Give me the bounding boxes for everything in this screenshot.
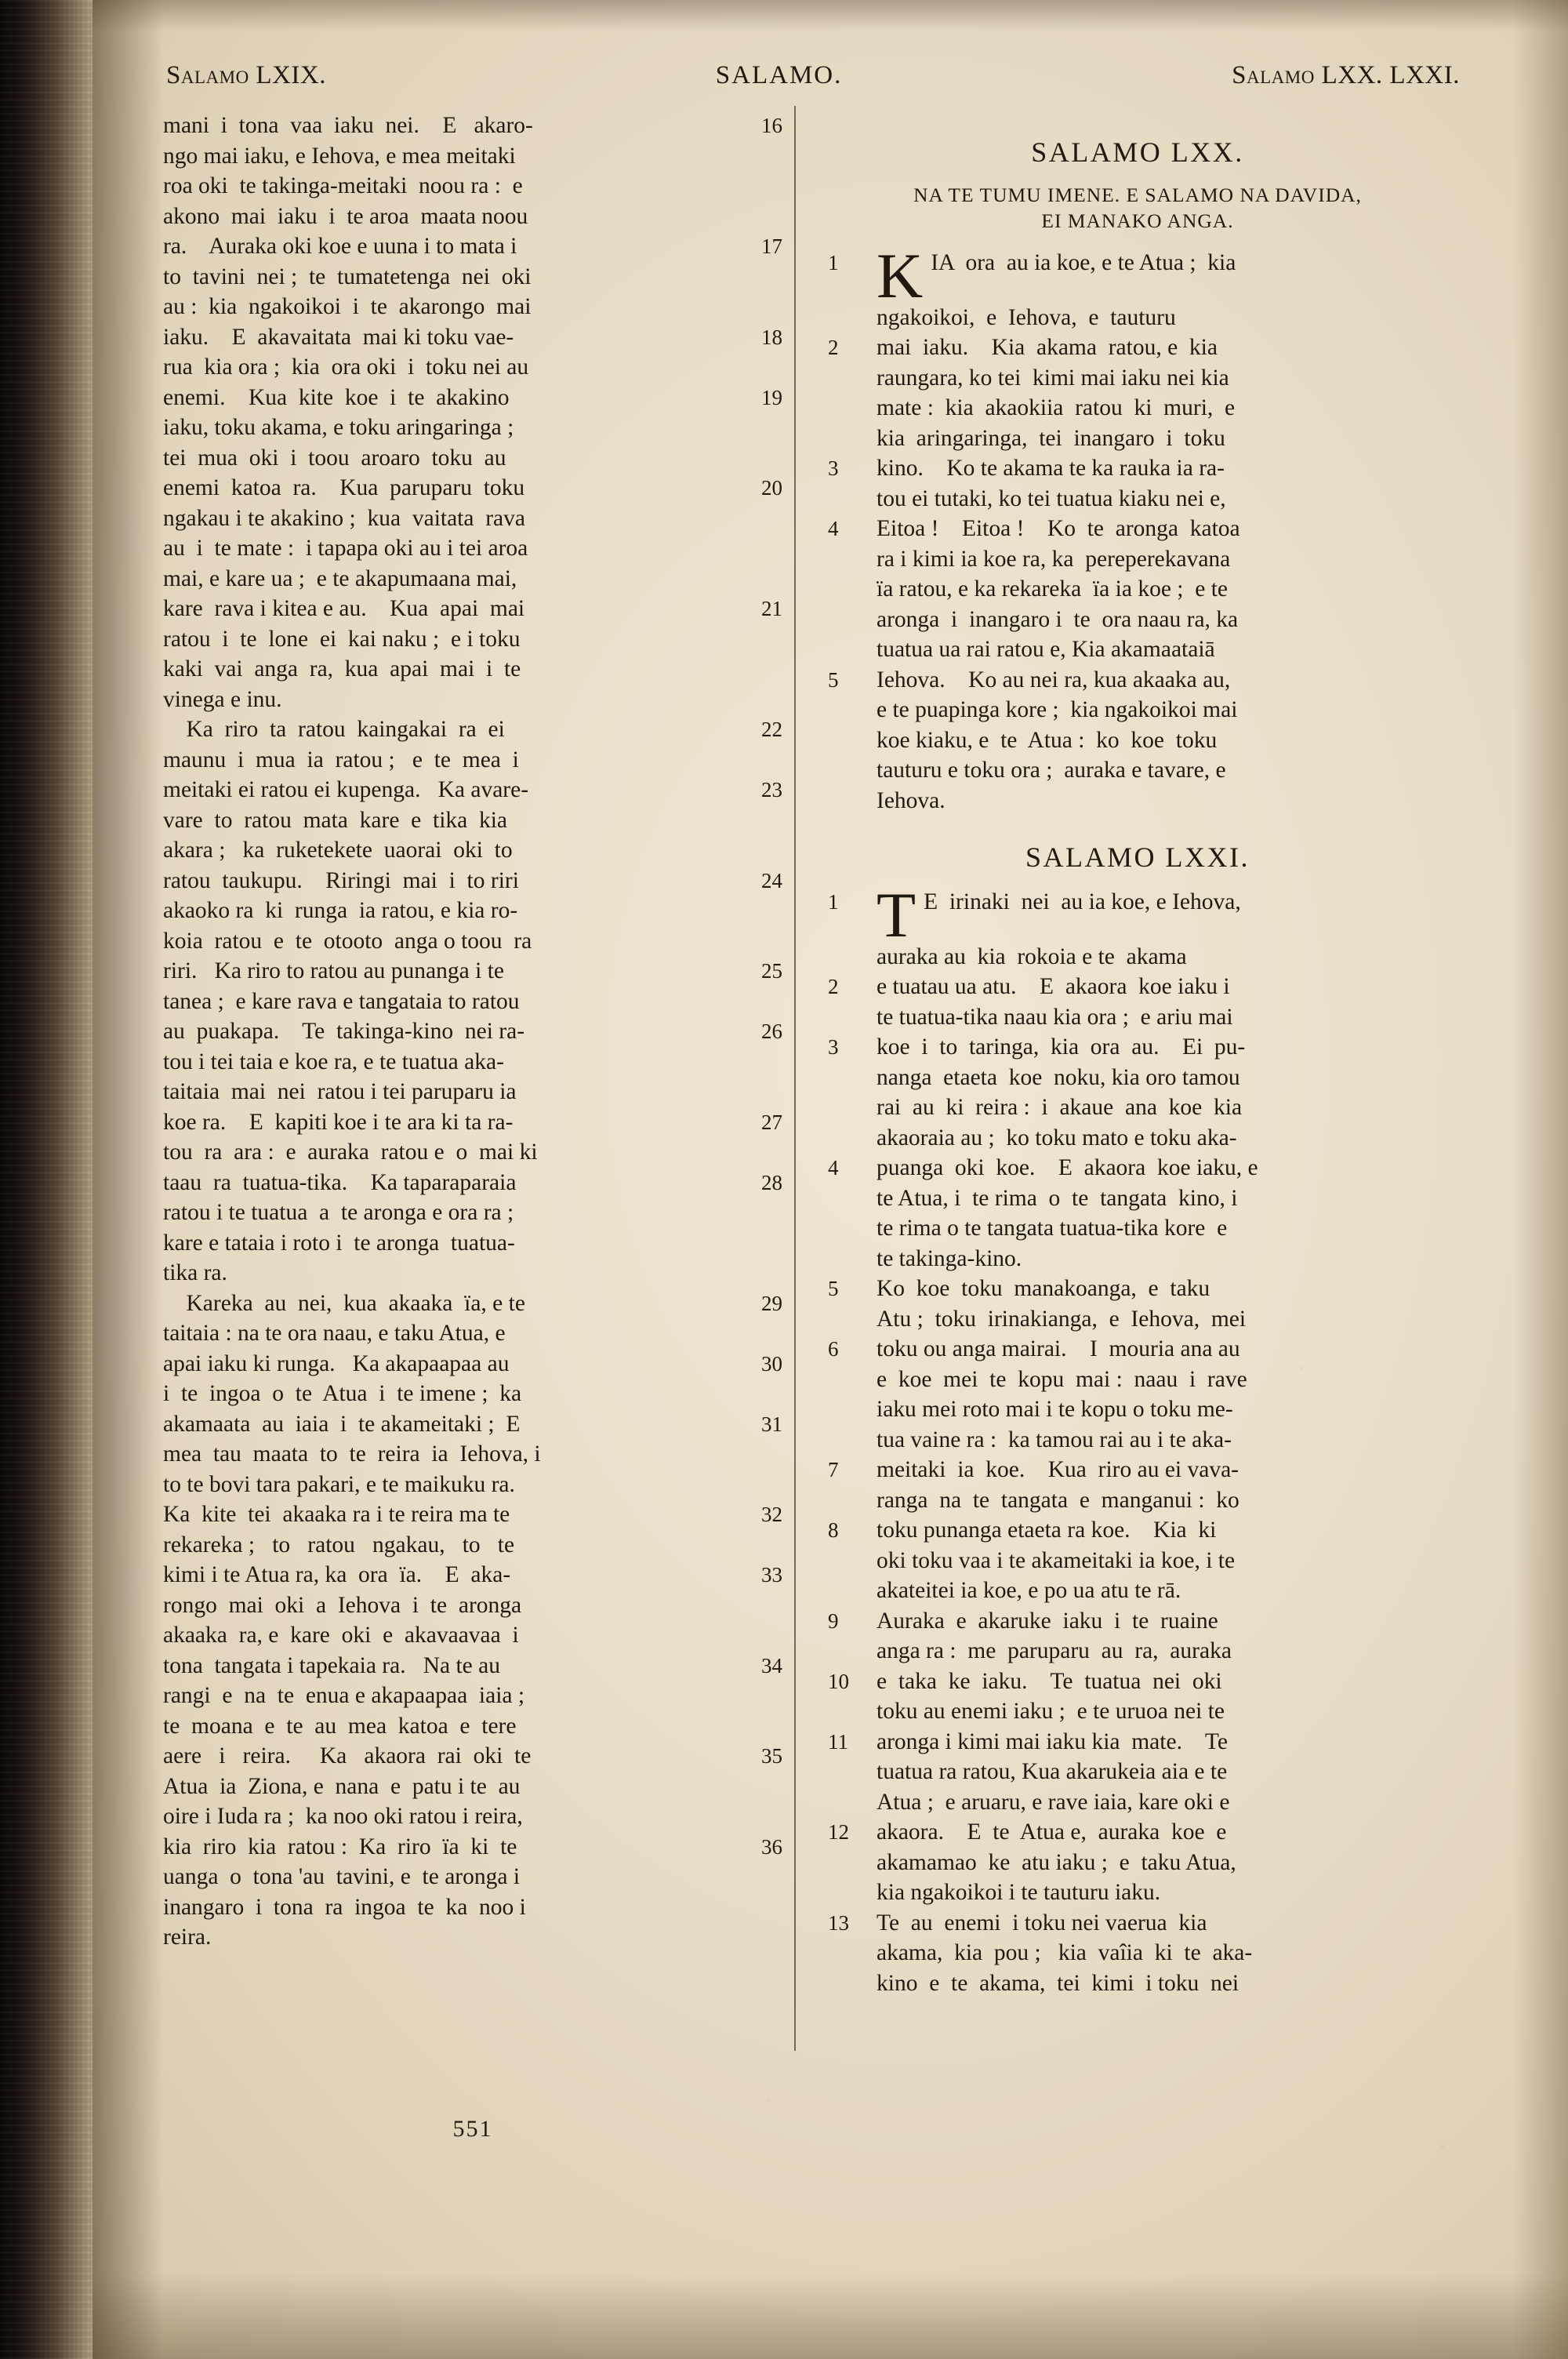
- verse-number: 26: [761, 1020, 782, 1043]
- line-text: iaku, toku akama, e toku aringaringa ;: [163, 415, 514, 440]
- psalm-71-body: [828, 887, 1447, 1999]
- text-line: [163, 1379, 782, 1409]
- line-text: rua kia ora ; kia ora oki i toku nei au: [163, 354, 529, 380]
- verse-line: [828, 1425, 1447, 1456]
- text-line: [163, 805, 782, 836]
- verse-line: [828, 453, 1447, 484]
- text-line: [163, 322, 782, 353]
- verse-number: 19: [761, 385, 782, 409]
- line-text: kino e te akama, tei kimi i toku nei: [877, 1970, 1240, 1996]
- text-line: [163, 1077, 782, 1107]
- line-text: rai au ki reira : i akaue ana koe kia: [877, 1095, 1243, 1120]
- line-text: te tuatua-tika naau kia ora ; e ariu mai: [877, 1004, 1233, 1030]
- line-text: akaoraia au ; ko toku mato e toku aka-: [877, 1125, 1237, 1150]
- verse-line: [828, 887, 1447, 942]
- line-text: [877, 887, 1447, 942]
- verse-line: [828, 755, 1447, 786]
- verse-line: [828, 1606, 1447, 1637]
- line-text: taitaia : na te ora naau, e taku Atua, e: [163, 1321, 506, 1346]
- line-text: ra. Auraka oki koe e uuna i to mata i: [163, 234, 517, 259]
- text-line: [163, 383, 782, 413]
- line-text: ïa ratou, e ka rekareka ïa ia koe ; e te: [877, 576, 1228, 602]
- verse-number: 18: [761, 325, 782, 349]
- line-text: kimi i te Atua ra, ka ora ïa. E aka-: [163, 1562, 511, 1587]
- line-text: mate : kia akaokiia ratou ki muri, e: [877, 395, 1236, 420]
- verse-number: 28: [761, 1170, 782, 1194]
- line-text: uanga o tona 'au tavini, e te aronga i: [163, 1864, 521, 1889]
- verse-line: [828, 1908, 1447, 1939]
- line-text: ra i kimi ia koe ra, ka pereperekavana: [877, 546, 1231, 572]
- running-head-center: SALAMO.: [715, 61, 843, 89]
- page-right-shadow: [1513, 0, 1568, 2359]
- line-text: akateitei ia koe, e po ua atu te rā.: [877, 1578, 1181, 1603]
- line-text: Atua ia Ziona, e nana e patu i te au: [163, 1773, 521, 1799]
- verse-number: 3: [828, 456, 839, 480]
- line-text: [877, 248, 1447, 303]
- line-text: ranga na te tangata e manganui : ko: [877, 1487, 1240, 1513]
- verse-number: 34: [761, 1653, 782, 1677]
- verse-line: [828, 1394, 1447, 1425]
- verse-line: [828, 574, 1447, 605]
- verse-number: 32: [761, 1503, 782, 1526]
- psalm-70-subtitle-line2: EI MANAKO ANGA.: [1041, 209, 1234, 232]
- line-text: koe i to taringa, kia ora au. Ei pu-: [877, 1034, 1246, 1060]
- line-text: akaora. E te Atua e, auraka koe e: [877, 1819, 1227, 1845]
- text-line: [163, 1530, 782, 1561]
- verse-number: 2: [828, 336, 839, 359]
- text-line: [163, 1801, 782, 1832]
- verse-line: [828, 1546, 1447, 1576]
- line-text: e koe mei te kopu mai : naau i rave: [877, 1366, 1247, 1392]
- verse-number: 7: [828, 1458, 839, 1481]
- left-text-column: [163, 111, 797, 1998]
- verse-number: 30: [761, 1351, 782, 1376]
- verse-number: 36: [761, 1834, 782, 1859]
- line-text: reira.: [163, 1925, 212, 1950]
- line-text: taau ra tuatua-tika. Ka taparaparaia: [163, 1169, 517, 1195]
- line-text: tona tangata i tapekaia ra. Na te au: [163, 1652, 500, 1678]
- line-text: ratou i te lone ei kai naku ; e i toku: [163, 626, 521, 652]
- verse-number: 23: [761, 778, 782, 801]
- line-text: vinega e inu.: [163, 686, 282, 712]
- verse-number: 35: [761, 1744, 782, 1768]
- line-text: anga ra : me paruparu au ra, auraka: [877, 1638, 1232, 1663]
- line-text: Eitoa ! Eitoa ! Ko te aronga katoa: [877, 516, 1240, 541]
- line-text: auraka au kia rokoia e te akama: [877, 943, 1187, 969]
- verse-number: 22: [761, 718, 782, 741]
- verse-line: [828, 303, 1447, 333]
- line-text: iaku mei roto mai i te kopu o toku me-: [877, 1397, 1233, 1422]
- verse-number: 33: [761, 1563, 782, 1587]
- line-text: koia ratou e te otooto anga o toou ra: [163, 928, 532, 954]
- text-line: [163, 1862, 782, 1892]
- line-text: akamamao ke atu iaku ; e taku Atua,: [877, 1849, 1236, 1875]
- text-line: [163, 1198, 782, 1228]
- text-line: [163, 231, 782, 262]
- line-text-rest: E irinaki nei au ia koe, e Iehova,: [924, 889, 1241, 914]
- line-text: e taka ke iaku. Te tuatua nei oki: [877, 1668, 1222, 1694]
- line-text: tua vaine ra : ka tamou rai au i te aka-: [877, 1427, 1232, 1452]
- line-text: kia aringaringa, tei inangaro i toku: [877, 425, 1225, 451]
- text-line: [163, 413, 782, 443]
- psalm-70-subtitle: [828, 182, 1447, 234]
- line-text: mani i tona vaa iaku nei. E akaro-: [163, 113, 533, 138]
- text-line: [163, 292, 782, 322]
- text-line: [163, 1681, 782, 1711]
- line-text: au puakapa. Te takinga-kino nei ra-: [163, 1019, 525, 1044]
- line-text: akama, kia pou ; kia vaîia ki te aka-: [877, 1940, 1253, 1965]
- verse-number: 3: [828, 1035, 839, 1059]
- verse-line: [828, 514, 1447, 544]
- line-text: e te puapinga kore ; kia ngakoikoi mai: [877, 697, 1238, 722]
- line-text: koe ra. E kapiti koe i te ara ki ta ra-: [163, 1109, 514, 1135]
- running-head-right: Salamo LXX. LXXI.: [1232, 61, 1460, 89]
- verse-line: [828, 1274, 1447, 1304]
- line-text: au : kia ngakoikoi i te akarongo mai: [163, 294, 532, 319]
- line-text: riri. Ka riro to ratou au punanga i te: [163, 958, 504, 983]
- line-text: tou ra ara : e auraka ratou e o mai ki: [163, 1140, 538, 1165]
- line-text: rekareka ; to ratou ngakau, to te: [163, 1532, 515, 1558]
- psalm-71-title: SALAMO LXXI.: [1025, 841, 1250, 873]
- text-line: [163, 1228, 782, 1259]
- drop-cap: K: [877, 247, 924, 303]
- text-line: [163, 685, 782, 715]
- line-text: vare to ratou mata kare e tika kia: [163, 807, 508, 833]
- verse-number: 12: [828, 1820, 849, 1844]
- line-text: kino. Ko te akama te ka rauka ia ra-: [877, 456, 1225, 481]
- verse-line: [828, 1123, 1447, 1154]
- book-binding: [0, 0, 93, 2359]
- verse-line: [828, 1938, 1447, 1968]
- verse-line: [828, 942, 1447, 972]
- text-line: [163, 1470, 782, 1500]
- text-line: [163, 262, 782, 293]
- line-text: taitaia mai nei ratou i tei paruparu ia: [163, 1079, 517, 1104]
- verse-line: [828, 695, 1447, 725]
- verse-line: [828, 248, 1447, 303]
- text-line: [163, 352, 782, 383]
- line-text: oki toku vaa i te akameitaki ia koe, i te: [877, 1547, 1236, 1573]
- verse-line: [828, 363, 1447, 394]
- line-text: te Atua, i te rima o te tangata kino, i: [877, 1185, 1238, 1211]
- line-text: meitaki ei ratou ei kupenga. Ka avare-: [163, 777, 529, 802]
- line-text: mea tau maata to te reira ia Iehova, i: [163, 1441, 541, 1467]
- text-line: [163, 1651, 782, 1681]
- text-line: [163, 1439, 782, 1470]
- line-text: rangi e na te enua e akapaapaa iaia ;: [163, 1683, 525, 1708]
- verse-number: 31: [761, 1412, 782, 1436]
- text-line: [163, 594, 782, 624]
- verse-line: [828, 1636, 1447, 1667]
- line-text: e tuatau ua atu. E akaora koe iaku i: [877, 974, 1230, 999]
- text-line: [163, 1741, 782, 1772]
- line-text: meitaki ia koe. Kua riro au ei vava-: [877, 1457, 1239, 1482]
- line-text: raungara, ko tei kimi mai iaku nei kia: [877, 365, 1229, 391]
- text-line: [163, 835, 782, 866]
- verse-line: [828, 1365, 1447, 1395]
- line-text: tuatua ua rai ratou e, Kia akamaataiā: [877, 637, 1215, 662]
- text-line: [163, 1107, 782, 1138]
- verse-line: [828, 1877, 1447, 1908]
- page-number: 551: [452, 2116, 493, 2142]
- line-text: kaki vai anga ra, kua apai mai i te: [163, 656, 521, 682]
- line-text: koe kiaku, e te Atua : ko koe toku: [877, 727, 1218, 753]
- verse-number: 10: [828, 1669, 849, 1693]
- line-text: i te ingoa o te Atua i te imene ; ka: [163, 1381, 522, 1406]
- line-text: ngakau i te akakino ; kua vaitata rava: [163, 505, 525, 531]
- column-divider-rule: [794, 106, 796, 2051]
- line-text: puanga oki koe. E akaora koe iaku, e: [877, 1155, 1258, 1180]
- two-column-text: [163, 111, 1465, 1998]
- line-text: kare e tataia i roto i te aronga tuatua-: [163, 1230, 515, 1256]
- line-text: aronga i kimi mai iaku kia mate. Te: [877, 1728, 1228, 1754]
- verse-line: [828, 1576, 1447, 1606]
- line-text: tei mua oki i toou aroaro toku au: [163, 445, 506, 471]
- line-text: au i te mate : i tapapa oki au i tei aroa: [163, 536, 528, 561]
- text-line: [163, 1499, 782, 1530]
- line-text: mai iaku. Kia akama ratou, e kia: [877, 335, 1218, 360]
- verse-line: [828, 1968, 1447, 1999]
- text-line: [163, 141, 782, 172]
- line-text: tou i tei taia e koe ra, e te tuatua aka-: [163, 1049, 504, 1074]
- text-line: [163, 1590, 782, 1621]
- text-line: [163, 1016, 782, 1047]
- verse-line: [828, 1485, 1447, 1516]
- verse-line: [828, 1667, 1447, 1697]
- line-text: tou ei tutaki, ko tei tuatua kiaku nei e,: [877, 485, 1226, 511]
- line-text: tika ra.: [163, 1260, 227, 1285]
- text-line: [163, 171, 782, 202]
- text-line: [163, 1620, 782, 1651]
- text-line: [163, 503, 782, 534]
- verse-number: 27: [761, 1110, 782, 1134]
- verse-line: [828, 1213, 1447, 1244]
- line-text: to tavini nei ; te tumatetenga nei oki: [163, 264, 532, 289]
- line-text: aere i reira. Ka akaora rai oki te: [163, 1743, 532, 1768]
- verse-line: [828, 333, 1447, 363]
- drop-cap: T: [877, 886, 916, 942]
- line-text: akara ; ka ruketekete uaorai oki to: [163, 838, 513, 863]
- line-text: toku punanga etaeta ra koe. Kia ki: [877, 1518, 1217, 1543]
- verse-line: [828, 634, 1447, 665]
- line-text: Te au enemi i toku nei vaerua kia: [877, 1910, 1207, 1936]
- gutter-shadow: [93, 0, 163, 2359]
- verse-number: 16: [761, 114, 782, 137]
- text-line: [163, 926, 782, 957]
- line-text: ngo mai iaku, e Iehova, e mea meitaki: [163, 143, 516, 169]
- verse-line: [828, 1848, 1447, 1878]
- line-text: enemi. Kua kite koe i te akakino: [163, 384, 510, 410]
- line-text: Iehova.: [877, 787, 946, 813]
- psalm-70-subtitle-line1: NA TE TUMU IMENE. E SALAMO NA DAVIDA,: [913, 183, 1362, 206]
- verse-number: 4: [828, 1156, 839, 1180]
- text-line: [163, 443, 782, 474]
- psalm-70-title: SALAMO LXX.: [1031, 136, 1244, 168]
- verse-line: [828, 725, 1447, 756]
- line-text: toku ou anga mairai. I mouria ana au: [877, 1336, 1240, 1361]
- text-line: [163, 202, 782, 232]
- verse-line: [828, 1334, 1447, 1365]
- verse-line: [828, 544, 1447, 575]
- verse-number: 24: [761, 868, 782, 892]
- right-text-column: [797, 111, 1447, 1998]
- text-line: [163, 987, 782, 1017]
- verse-number: 1: [828, 250, 839, 274]
- text-line: [163, 1772, 782, 1802]
- text-line: [163, 1047, 782, 1078]
- line-text: kia riro kia ratou : Ka riro ïa ki te: [163, 1834, 517, 1859]
- line-text: iaku. E akavaitata mai ki toku vae-: [163, 324, 514, 350]
- text-line: [163, 533, 782, 564]
- text-line: [163, 624, 782, 655]
- line-text: akono mai iaku i te aroa maata noou: [163, 203, 528, 229]
- running-head: [163, 61, 1465, 90]
- verse-number: 9: [828, 1608, 839, 1633]
- verse-number: 20: [761, 476, 782, 500]
- verse-line: [828, 665, 1447, 696]
- verse-line: [828, 1455, 1447, 1485]
- verse-number: 4: [828, 517, 839, 540]
- verse-number: 8: [828, 1518, 839, 1542]
- line-text: toku au enemi iaku ; e te uruoa nei te: [877, 1699, 1225, 1724]
- verse-line: [828, 1696, 1447, 1727]
- verse-number: 2: [828, 975, 839, 998]
- running-head-left: Salamo LXIX.: [166, 61, 326, 89]
- line-text: akaoko ra ki runga ia ratou, e kia ro-: [163, 898, 518, 923]
- verse-number: 6: [828, 1337, 839, 1361]
- verse-line: [828, 1515, 1447, 1546]
- line-text: nanga etaeta koe noku, kia oro tamou: [877, 1064, 1240, 1090]
- text-line: [163, 1318, 782, 1349]
- text-line: [163, 1892, 782, 1923]
- text-line: [163, 1832, 782, 1863]
- verse-line: [828, 423, 1447, 454]
- page-top-shadow: [0, 0, 1568, 31]
- text-line: [163, 896, 782, 926]
- line-text: tanea ; e kare rava e tangataia to ratou: [163, 988, 520, 1014]
- line-text: te takinga-kino.: [877, 1245, 1022, 1271]
- verse-line: [828, 484, 1447, 514]
- line-text: ngakoikoi, e Iehova, e tauturu: [877, 304, 1176, 330]
- verse-number: 21: [761, 597, 782, 620]
- text-line: [163, 473, 782, 503]
- line-text: Atu ; toku irinakianga, e Iehova, mei: [877, 1306, 1247, 1332]
- verse-number: 29: [761, 1291, 782, 1315]
- verse-line: [828, 1304, 1447, 1335]
- verse-line: [828, 1063, 1447, 1093]
- page-content: [163, 61, 1465, 2142]
- text-line: [163, 1349, 782, 1379]
- line-text: te moana e te au mea katoa e tere: [163, 1713, 517, 1739]
- line-text: to te bovi tara pakari, e te maikuku ra.: [163, 1471, 515, 1497]
- verse-line: [828, 605, 1447, 635]
- verse-line: [828, 1092, 1447, 1123]
- line-text: Auraka e akaruke iaku i te ruaine: [877, 1608, 1218, 1634]
- line-text: kia ngakoikoi i te tauturu iaku.: [877, 1880, 1161, 1905]
- verse-number: 25: [761, 959, 782, 983]
- line-text: akaaka ra, e kare oki e akavaavaa i: [163, 1623, 519, 1648]
- text-line: [163, 775, 782, 805]
- text-line: [163, 1168, 782, 1198]
- text-line: [163, 1409, 782, 1440]
- text-line: [163, 1711, 782, 1742]
- line-text: roa oki te takinga-meitaki noou ra : e: [163, 173, 523, 198]
- text-line: [163, 1560, 782, 1590]
- line-text: rongo mai oki a Iehova i te aronga: [163, 1592, 522, 1618]
- verse-number: 5: [828, 667, 839, 692]
- verse-line: [828, 1817, 1447, 1848]
- verse-line: [828, 1727, 1447, 1757]
- page-bottom-shadow: [0, 2273, 1568, 2359]
- text-line: [163, 714, 782, 745]
- line-text: Ko koe toku manakoanga, e taku: [877, 1276, 1210, 1301]
- verse-line: [828, 1002, 1447, 1033]
- verse-number: 5: [828, 1277, 839, 1300]
- text-line: [163, 1922, 782, 1953]
- line-text: tauturu e toku ora ; auraka e tavare, e: [877, 758, 1226, 783]
- text-line: [163, 745, 782, 776]
- verse-line: [828, 1787, 1447, 1818]
- line-text: te rima o te tangata tuatua-tika kore e: [877, 1216, 1228, 1241]
- line-text: Ka riro ta ratou kaingakai ra ei: [163, 717, 505, 742]
- verse-line: [828, 786, 1447, 816]
- text-line: [163, 111, 782, 141]
- line-text: maunu i mua ia ratou ; e te mea i: [163, 747, 519, 772]
- text-line: [163, 1137, 782, 1168]
- verse-number: 11: [828, 1729, 848, 1754]
- text-line: [163, 866, 782, 896]
- verse-line: [828, 393, 1447, 423]
- text-line: [163, 564, 782, 594]
- verse-line: [828, 1244, 1447, 1274]
- line-text: kare rava i kitea e au. Kua apai mai: [163, 596, 525, 621]
- verse-number: 17: [761, 234, 782, 258]
- text-line: [163, 654, 782, 685]
- line-text: Ka kite tei akaaka ra i te reira ma te: [163, 1502, 510, 1527]
- text-line: [163, 1258, 782, 1289]
- text-line: [163, 1289, 782, 1319]
- line-text: ratou i te tuatua a te aronga e ora ra ;: [163, 1200, 514, 1225]
- line-text: Iehova. Ko au nei ra, kua akaaka au,: [877, 667, 1231, 692]
- line-text: akamaata au iaia i te akameitaki ; E: [163, 1411, 521, 1437]
- verse-number: 13: [828, 1910, 849, 1935]
- binding-texture: [0, 0, 93, 2359]
- verse-line: [828, 1183, 1447, 1214]
- verse-line: [828, 972, 1447, 1002]
- verse-number: 1: [828, 889, 839, 914]
- line-text: oire i Iuda ra ; ka noo oki ratou i reira,: [163, 1804, 523, 1829]
- verse-line: [828, 1757, 1447, 1787]
- line-text: tuatua ra ratou, Kua akarukeia aia e te: [877, 1759, 1228, 1784]
- line-text: apai iaku ki runga. Ka akapaapaa au: [163, 1350, 510, 1376]
- line-text: aronga i inangaro i te ora naau ra, ka: [877, 606, 1239, 632]
- line-text: inangaro i tona ra ingoa te ka noo i: [163, 1894, 526, 1920]
- line-text-rest: IA ora au ia koe, e te Atua ; kia: [931, 249, 1236, 275]
- line-text: mai, e kare ua ; e te akapumaana mai,: [163, 565, 517, 591]
- verse-line: [828, 1032, 1447, 1063]
- line-text: enemi katoa ra. Kua paruparu toku: [163, 475, 525, 500]
- psalm-70-body: [828, 248, 1447, 816]
- verse-line: [828, 1153, 1447, 1183]
- line-text: Atua ; e aruaru, e rave iaia, kare oki e: [877, 1789, 1230, 1815]
- line-text: ratou taukupu. Riringi mai i to riri: [163, 867, 519, 893]
- line-text: Kareka au nei, kua akaaka ïa, e te: [163, 1290, 525, 1316]
- text-line: [163, 956, 782, 987]
